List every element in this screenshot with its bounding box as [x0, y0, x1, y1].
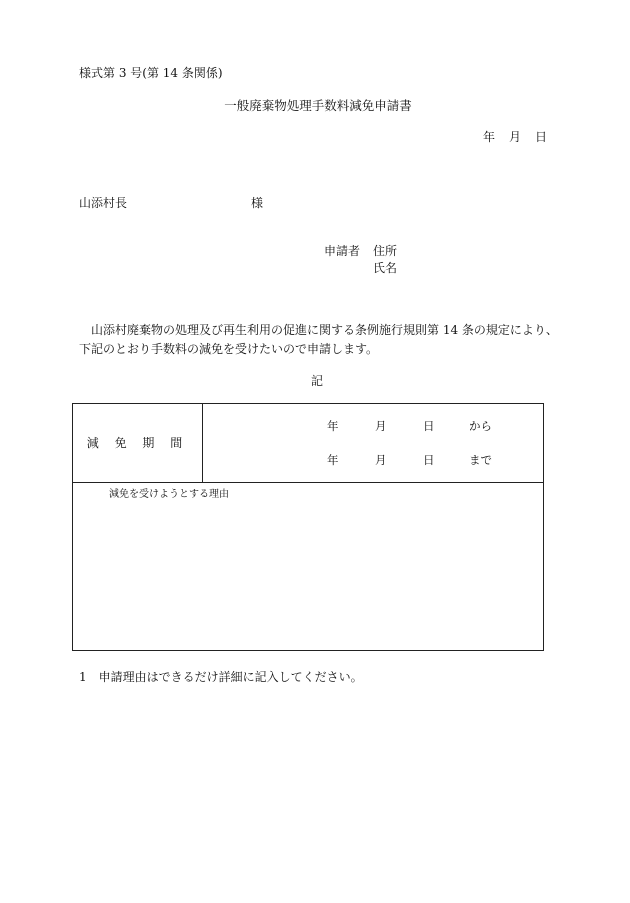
- to-month-label: 月: [375, 453, 387, 467]
- applicant-name-field[interactable]: 氏名: [373, 261, 398, 275]
- form-number: 様式第 3 号(第 14 条関係): [79, 66, 223, 80]
- addressee-honorific: 様: [251, 196, 264, 210]
- to-year-label: 年: [327, 453, 339, 467]
- to-suffix-label: まで: [469, 453, 492, 467]
- applicant-address-field[interactable]: 住所: [373, 244, 398, 258]
- date-day-label: 日: [535, 130, 548, 144]
- application-body-text: 山添村廃棄物の処理及び再生利用の促進に関する条例施行規則第 14 条の規定により、下記のとおり手数料の減免を受けたいので申請します。: [79, 323, 558, 356]
- addressee-name: 山添村長: [79, 196, 128, 210]
- from-month-label: 月: [375, 419, 387, 433]
- application-table: [72, 403, 544, 651]
- reason-label: 減免を受けようとする理由: [109, 489, 229, 500]
- date-line: [483, 128, 547, 145]
- document-title: 一般廃棄物処理手数料減免申請書: [224, 98, 412, 113]
- period-from-field[interactable]: [203, 418, 543, 436]
- date-month-label: 月: [509, 130, 522, 144]
- period-to-field[interactable]: [203, 452, 543, 470]
- period-row: [73, 404, 543, 483]
- applicant-label: 申請者: [324, 244, 361, 258]
- date-year-label: 年: [483, 130, 496, 144]
- to-day-label: 日: [423, 453, 435, 467]
- footnote: 1 申請理由はできるだけ詳細に記入してください。: [79, 670, 363, 684]
- reason-field[interactable]: [79, 504, 537, 642]
- period-label: 減 免 期 間: [86, 436, 189, 450]
- from-year-label: 年: [327, 419, 339, 433]
- from-suffix-label: から: [469, 419, 492, 433]
- from-day-label: 日: [423, 419, 435, 433]
- ki-heading: 記: [310, 374, 323, 388]
- period-label-cell: [73, 404, 203, 482]
